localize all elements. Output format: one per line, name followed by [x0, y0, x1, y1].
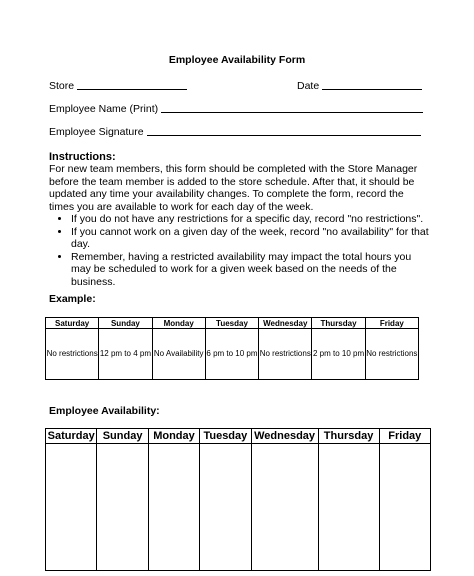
example-day-header: Thursday — [312, 318, 365, 329]
availability-entry-row — [46, 444, 431, 571]
availability-day-header: Friday — [379, 429, 430, 444]
name-label: Employee Name (Print) — [49, 103, 159, 115]
availability-cell-sunday[interactable] — [97, 444, 148, 571]
example-day-header: Friday — [365, 318, 418, 329]
instructions-body — [49, 163, 429, 288]
availability-heading: Employee Availability: — [49, 405, 160, 417]
availability-cell-friday[interactable] — [379, 444, 430, 571]
date-label: Date — [297, 80, 320, 92]
availability-header-row — [46, 429, 431, 444]
signature-label: Employee Signature — [49, 126, 144, 138]
example-cell: No Availability — [152, 329, 205, 380]
name-input-line[interactable] — [161, 111, 423, 113]
signature-input-line[interactable] — [147, 134, 421, 136]
example-cell: 6 pm to 10 pm — [205, 329, 258, 380]
availability-day-header: Sunday — [97, 429, 148, 444]
availability-table — [45, 428, 431, 571]
instructions-intro: For new team members, this form should be completed with the Store Manager before the team member is added to the store schedule. After that, it should be updated any time your availability changes. To complete the form, record the times you are available to work for each day of the week. — [49, 163, 418, 213]
example-day-header: Wednesday — [259, 318, 312, 329]
availability-day-header: Saturday — [46, 429, 97, 444]
availability-cell-wednesday[interactable] — [251, 444, 318, 571]
example-cell: No restrictions — [46, 329, 99, 380]
availability-cell-tuesday[interactable] — [200, 444, 251, 571]
availability-day-header: Tuesday — [200, 429, 251, 444]
example-day-header: Sunday — [99, 318, 152, 329]
availability-cell-thursday[interactable] — [318, 444, 379, 571]
example-day-header: Saturday — [46, 318, 99, 329]
store-input-line[interactable] — [77, 88, 187, 90]
store-label: Store — [49, 80, 75, 92]
example-cell: No restrictions — [259, 329, 312, 380]
instruction-bullet: • Remember, having a restricted availability may impact the total hours you may be scheduled to work for a given week based on the needs of the business. — [71, 251, 429, 289]
date-input-line[interactable] — [322, 88, 422, 90]
form-title: Employee Availability Form — [168, 54, 306, 66]
availability-day-header: Thursday — [318, 429, 379, 444]
example-cell: 12 pm to 4 pm — [99, 329, 152, 380]
signature-field — [49, 126, 421, 138]
instruction-bullet: • If you cannot work on a given day of the week, record "no availability" for that day. — [71, 226, 429, 251]
example-heading: Example: — [49, 293, 96, 305]
example-table — [45, 317, 419, 380]
availability-cell-monday[interactable] — [148, 444, 199, 571]
example-cell: 2 pm to 10 pm — [312, 329, 365, 380]
example-header-row — [46, 318, 419, 329]
example-value-row — [46, 329, 419, 380]
instruction-bullet: • If you do not have any restrictions for a specific day, record "no restrictions". — [71, 213, 429, 226]
example-day-header: Monday — [152, 318, 205, 329]
example-day-header: Tuesday — [205, 318, 258, 329]
instructions-list — [49, 213, 429, 288]
date-field — [297, 80, 422, 92]
instructions-heading: Instructions: — [49, 151, 116, 163]
name-field — [49, 103, 423, 115]
example-cell: No restrictions — [365, 329, 418, 380]
store-field — [49, 80, 187, 92]
availability-day-header: Wednesday — [251, 429, 318, 444]
availability-cell-saturday[interactable] — [46, 444, 97, 571]
availability-day-header: Monday — [148, 429, 199, 444]
